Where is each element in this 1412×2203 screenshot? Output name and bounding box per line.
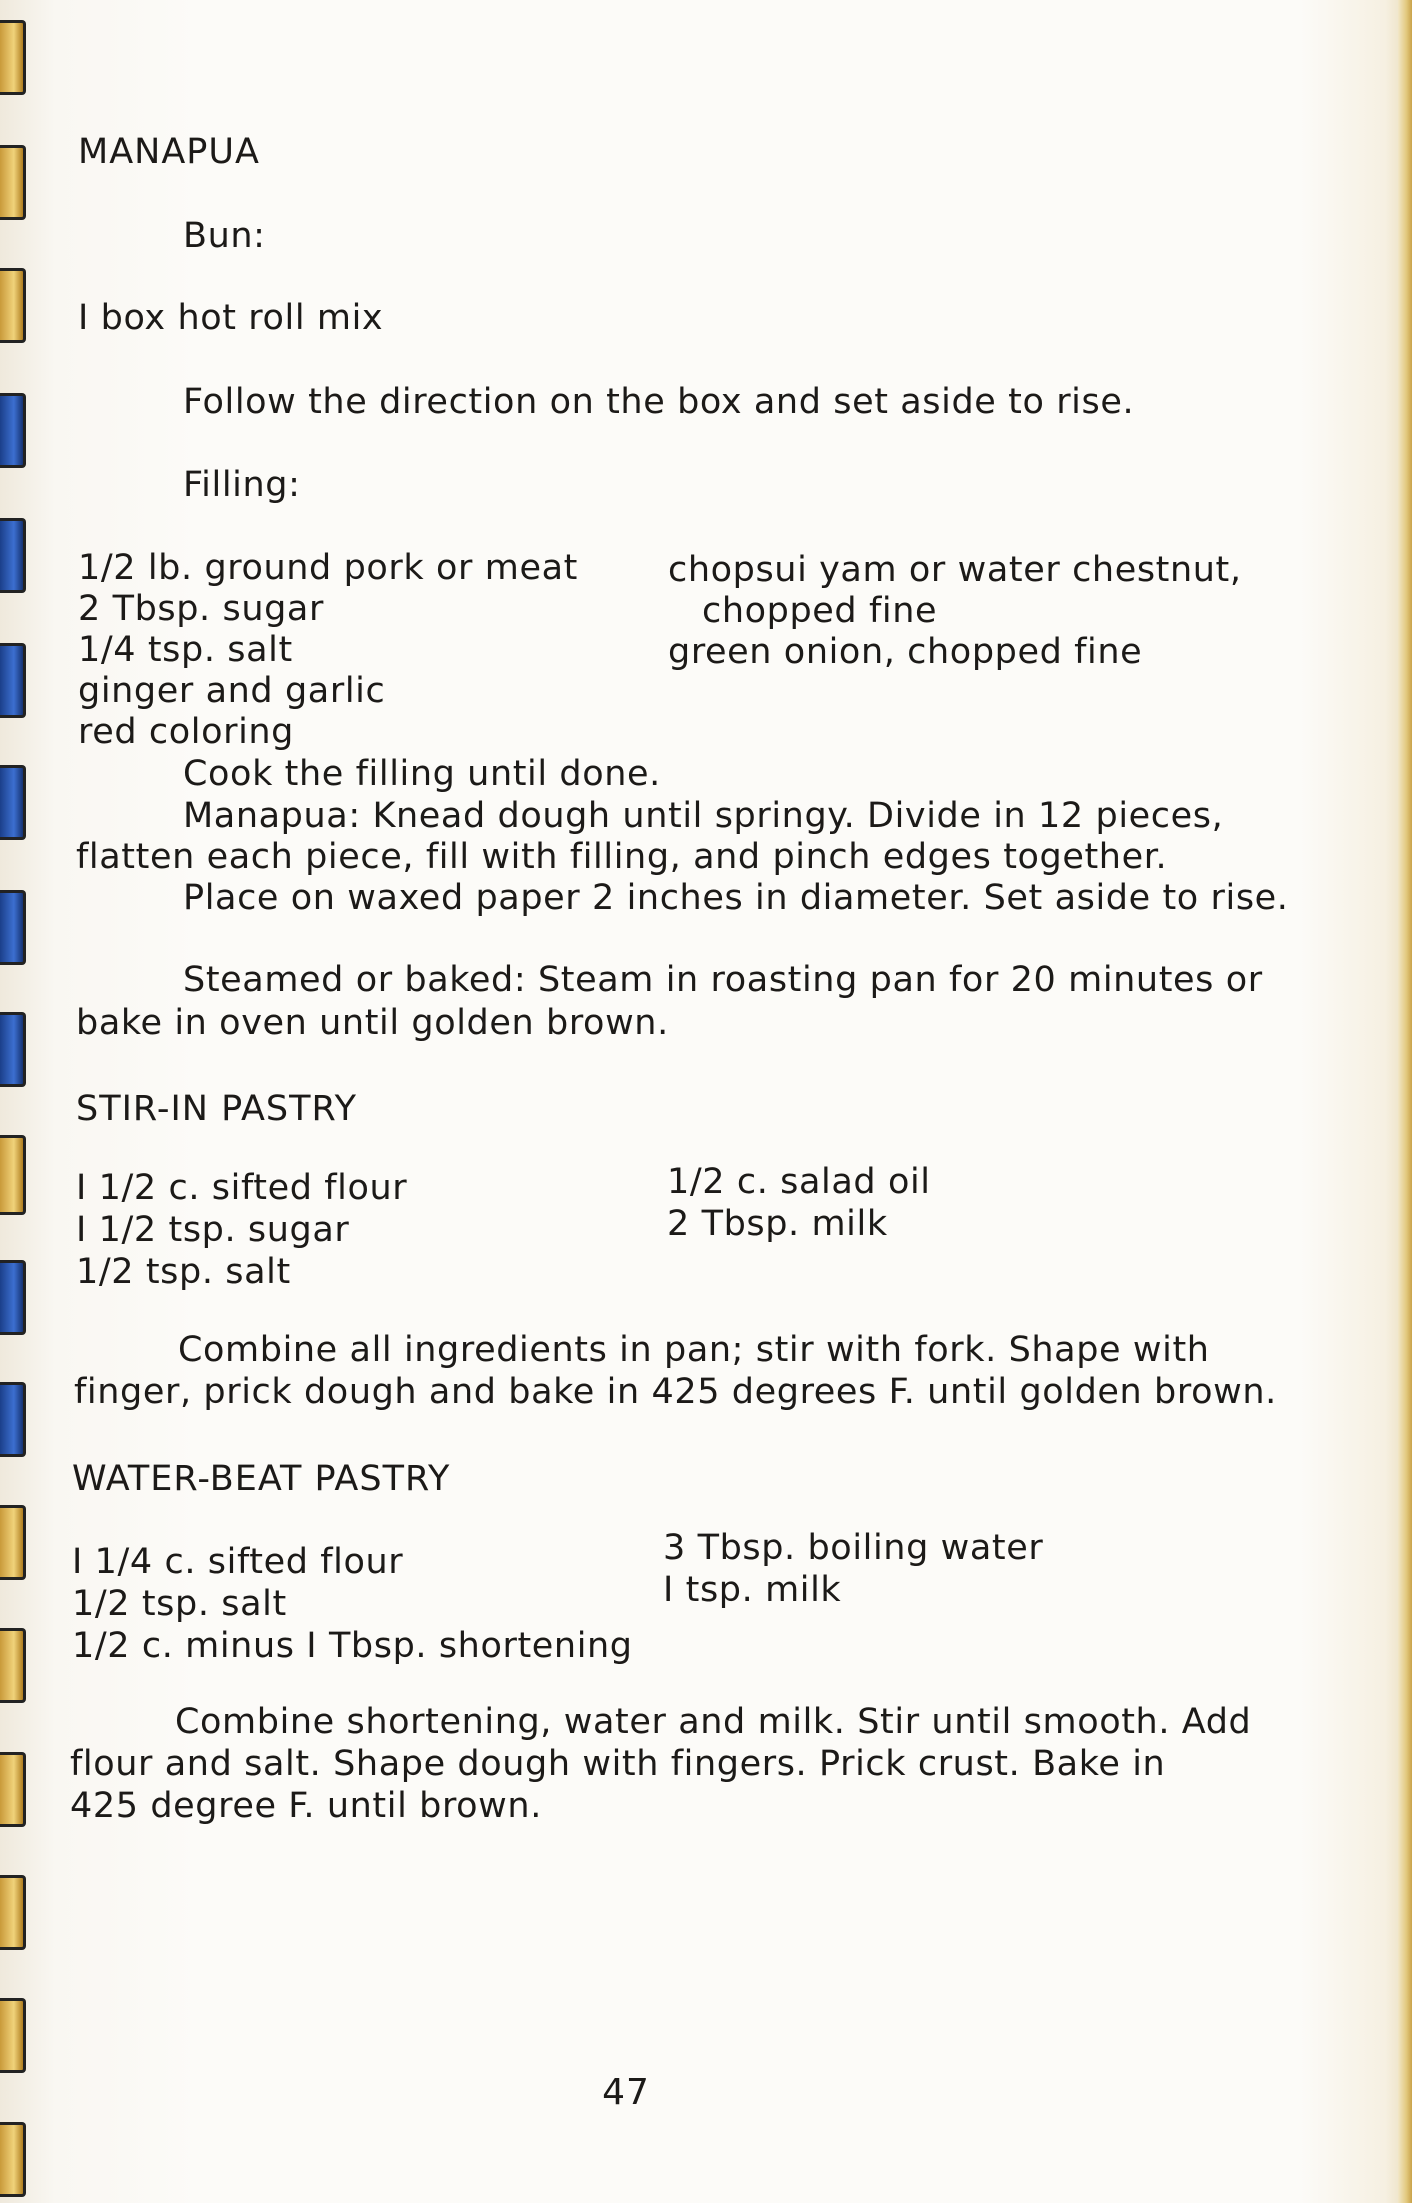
binding-tab (0, 1135, 26, 1215)
ingredient-line: green onion, chopped fine (668, 632, 1143, 672)
binding-tab (0, 1998, 26, 2073)
recipe-title-water-beat-pastry: WATER-BEAT PASTRY (72, 1459, 451, 1499)
direction-line: Steamed or baked: Steam in roasting pan for 20 minutes or (183, 960, 1263, 1000)
spiral-binding (0, 0, 30, 2203)
recipe-title-manapua: MANAPUA (78, 132, 260, 172)
binding-tab (0, 1505, 26, 1580)
binding-tab (0, 1382, 26, 1457)
ingredient-line: 1/2 lb. ground pork or meat (78, 548, 578, 588)
ingredient-line: 1/4 tsp. salt (78, 630, 293, 670)
ingredient-line: I 1/2 c. sifted flour (76, 1168, 408, 1208)
binding-tab (0, 1260, 26, 1335)
ingredient-line: I 1/4 c. sifted flour (72, 1542, 404, 1582)
binding-tab (0, 393, 26, 468)
ingredient-line: 1/2 tsp. salt (76, 1252, 291, 1292)
direction-line: finger, prick dough and bake in 425 degrees F. until golden brown. (74, 1372, 1277, 1412)
binding-tab (0, 1875, 26, 1950)
ingredient-line: 2 Tbsp. milk (667, 1204, 888, 1244)
direction-line: Combine shortening, water and milk. Stir until smooth. Add (175, 1702, 1252, 1742)
bun-direction: Follow the direction on the box and set aside to rise. (183, 382, 1135, 422)
filling-label: Filling: (183, 465, 301, 505)
binding-tab (0, 765, 26, 840)
bun-label: Bun: (183, 216, 266, 256)
recipe-title-stir-in-pastry: STIR-IN PASTRY (76, 1089, 357, 1129)
page-number: 47 (602, 2072, 650, 2113)
direction-line: flatten each piece, fill with filling, and pinch edges together. (76, 837, 1168, 877)
binding-tab (0, 1012, 26, 1087)
binding-tab (0, 1752, 26, 1827)
ingredient-line: I 1/2 tsp. sugar (76, 1210, 350, 1250)
binding-tab (0, 643, 26, 718)
direction-line: Cook the filling until done. (183, 754, 661, 794)
ingredient-line: 2 Tbsp. sugar (78, 589, 324, 629)
binding-tab (0, 1628, 26, 1703)
direction-line: 425 degree F. until brown. (70, 1786, 542, 1826)
binding-tab (0, 145, 26, 220)
ingredient-line: chopped fine (702, 591, 938, 631)
ingredient-line: 1/2 c. minus I Tbsp. shortening (72, 1626, 633, 1666)
ingredient-line: I tsp. milk (663, 1570, 842, 1610)
direction-line: flour and salt. Shape dough with fingers. Prick crust. Bake in (70, 1744, 1166, 1784)
page-edge (1398, 0, 1412, 2203)
binding-tab (0, 890, 26, 965)
ingredient-line: chopsui yam or water chestnut, (668, 550, 1242, 590)
ingredient-line: 1/2 tsp. salt (72, 1584, 287, 1624)
ingredient-line: red coloring (78, 712, 295, 752)
binding-tab (0, 518, 26, 593)
ingredient-line: ginger and garlic (78, 671, 386, 711)
bun-ingredient: I box hot roll mix (78, 298, 384, 338)
direction-line: Place on waxed paper 2 inches in diameter. Set aside to rise. (183, 878, 1289, 918)
direction-line: Combine all ingredients in pan; stir with fork. Shape with (178, 1330, 1210, 1370)
binding-tab (0, 268, 26, 343)
binding-tab (0, 2122, 26, 2197)
ingredient-line: 1/2 c. salad oil (667, 1162, 931, 1202)
direction-line: Manapua: Knead dough until springy. Divide in 12 pieces, (183, 796, 1224, 836)
ingredient-line: 3 Tbsp. boiling water (663, 1528, 1044, 1568)
direction-line: bake in oven until golden brown. (76, 1003, 669, 1043)
binding-tab (0, 20, 26, 95)
